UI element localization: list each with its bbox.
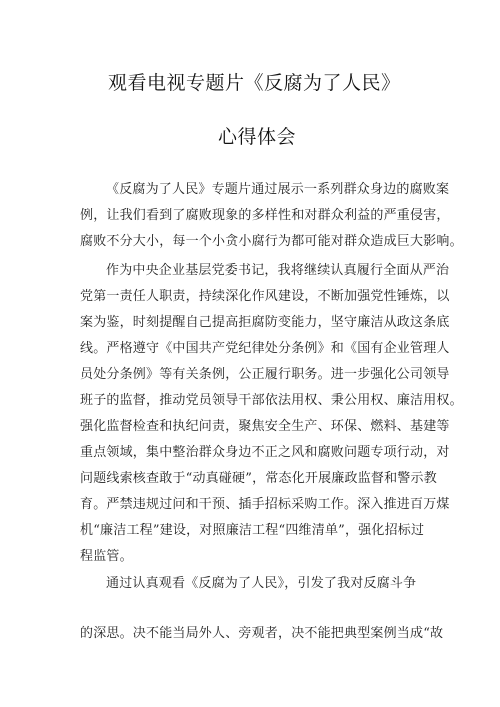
- paragraph-line: 案为鉴，时刻提醒自己提高拒腐防变能力，坚守廉洁从政这条底: [80, 315, 450, 330]
- paragraph-line: 党第一责任人职责，持续深化作风建设，不断加强党性锤炼，以: [80, 289, 450, 304]
- paragraph-line: 强化监督检查和执纪问责，聚焦安全生产、环保、燃料、基建等: [80, 419, 450, 434]
- paragraph-line: 育。严禁违规过问和干预、插手招标采购工作。深入推进百万煤: [80, 497, 450, 512]
- paragraph-line: 线。严格遵守《中国共产党纪律处分条例》和《国有企业管理人: [80, 341, 450, 356]
- paragraph-line: 作为中央企业基层党委书记，我将继续认真履行全面从严治: [106, 263, 450, 278]
- paragraph-line: 例，让我们看到了腐败现象的多样性和对群众利益的严重侵害，: [80, 208, 450, 223]
- document-subtitle: 心得体会: [218, 126, 297, 148]
- paragraph-line: 机“廉洁工程”建设，对照廉洁工程“四维清单”，强化招标过: [80, 523, 425, 538]
- paragraph-line: 班子的监督，推动党员领导干部依法用权、秉公用权、廉洁用权。: [80, 393, 463, 408]
- paragraph-line: 的深思。决不能当局外人、旁观者，决不能把典型案例当成“故: [80, 626, 444, 641]
- document-title: 观看电视专题片《反腐为了人民》: [108, 72, 401, 94]
- paragraph-line: 员处分条例》等有关条例，公正履行职务。进一步强化公司领导: [80, 367, 450, 382]
- paragraph-line: 程监管。: [80, 549, 133, 564]
- paragraph-line: 通过认真观看《反腐为了人民》，引发了我对反腐斗争: [106, 576, 417, 591]
- paragraph-line: 腐败不分大小，每一个小贪小腐行为都可能对群众造成巨大影响。: [80, 234, 463, 249]
- paragraph-line: 重点领域，集中整治群众身边不正之风和腐败问题专项行动，对: [80, 445, 450, 460]
- paragraph-line: 《反腐为了人民》专题片通过展示一系列群众身边的腐败案: [106, 182, 450, 197]
- paragraph-line: 问题线索核查敢于“动真碰硬”，常态化开展廉政监督和警示教: [80, 471, 437, 486]
